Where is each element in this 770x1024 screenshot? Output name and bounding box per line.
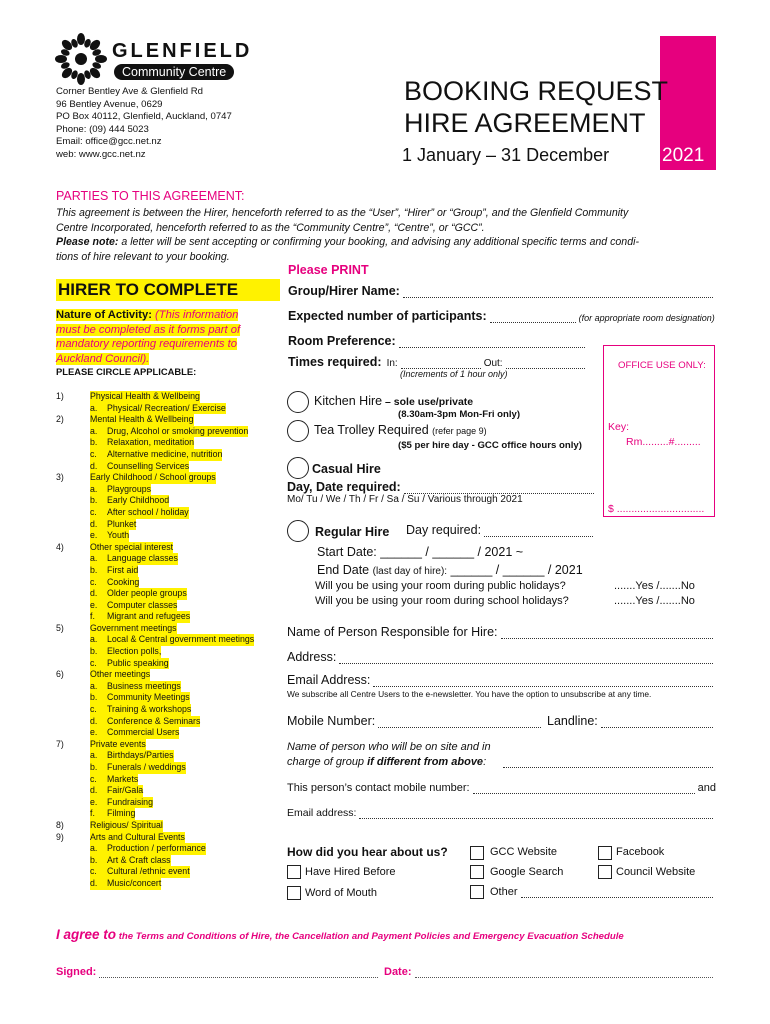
date-label: Date: [384, 966, 412, 978]
subcategory-label: Commercial Users [107, 727, 180, 738]
key-value: Rm.........#......... [626, 436, 701, 448]
office-use-box [603, 345, 715, 517]
trolley-note: (refer page 9) [432, 426, 487, 436]
category-number: 5) [56, 622, 64, 633]
category-number: 6) [56, 669, 64, 680]
agree-lead: I agree to [56, 927, 117, 942]
category-name: Private events [90, 738, 146, 749]
participants-note: (for appropriate room designation) [578, 313, 715, 323]
subcategory-item [90, 704, 191, 716]
web-link[interactable]: web: www.gcc.net.nz [56, 148, 146, 160]
subcategory-item [90, 600, 177, 612]
kitchen-hire-radio[interactable] [287, 391, 309, 413]
subcategory-label: Computer classes [107, 599, 178, 610]
note-text: a letter will be sent accepting or confirming your booking, and advising any additional specific terms and condi- [118, 236, 639, 249]
facebook-label: Facebook [616, 846, 665, 858]
subcategory-letter: d. [90, 715, 98, 726]
subcategory-letter: c. [90, 448, 97, 459]
subcategory-label: Art & Craft class [107, 854, 171, 865]
subcategory-label: Early Childhood [107, 495, 170, 506]
onsite-line-1: Name of person who will be on site and in [287, 741, 491, 753]
subcategory-label: Alternative medicine, nutrition [107, 448, 223, 459]
activity-subcategory[interactable] [56, 785, 280, 797]
subcategory-letter: a. [90, 680, 98, 691]
category-number: 9) [56, 831, 64, 842]
and-label: and [697, 782, 716, 794]
tea-trolley-radio[interactable] [287, 420, 309, 442]
category-name: Early Childhood / School groups [90, 472, 216, 483]
subcategory-item [90, 808, 135, 820]
subcategory-label: First aid [107, 564, 139, 575]
subcategory-item [90, 484, 151, 496]
activity-subcategory[interactable] [56, 611, 280, 623]
subcategory-item [90, 646, 161, 658]
please-print: Please PRINT [288, 263, 369, 277]
subcategory-letter: c. [90, 866, 97, 877]
signed-field[interactable] [56, 966, 381, 978]
category-number: 1) [56, 391, 64, 401]
onsite-line-2: charge of group [287, 756, 365, 768]
gcc-website-checkbox[interactable] [470, 846, 484, 860]
activity-subcategory[interactable] [56, 577, 280, 589]
category-name: Government meetings [90, 622, 177, 633]
signed-label: Signed: [56, 966, 97, 978]
day-date-field[interactable] [287, 480, 597, 494]
subcategory-label: Training & workshops [107, 704, 192, 715]
subcategory-item [90, 716, 200, 728]
subcategory-letter: e. [90, 599, 98, 610]
hirer-heading: HIRER TO COMPLETE [56, 279, 280, 301]
subcategory-item [90, 426, 248, 438]
logo-sunburst-icon [52, 30, 110, 88]
note-label: Please note: [56, 236, 119, 249]
subcategory-item [90, 437, 194, 449]
activity-category[interactable] [56, 623, 280, 635]
subcategory-label: Language classes [107, 553, 178, 564]
activity-subcategory[interactable] [56, 855, 280, 867]
subcategory-letter: e. [90, 796, 98, 807]
subcategory-item [90, 843, 206, 855]
subcategory-letter: b. [90, 646, 98, 657]
subcategory-letter: b. [90, 692, 98, 703]
subcategory-label: Community Meetings [107, 692, 190, 703]
subcategory-label: Older people groups [107, 588, 187, 599]
increments-note: (Increments of 1 hour only) [400, 369, 508, 379]
subcategory-label: Production / performance [107, 843, 206, 854]
responsible-field[interactable] [287, 625, 716, 639]
subcategory-item [90, 611, 190, 623]
title-line-1: BOOKING REQUEST [404, 76, 669, 106]
activity-subcategory[interactable] [56, 426, 280, 438]
subcategory-letter: c. [90, 657, 97, 668]
in-label: In: [386, 358, 398, 369]
subcategory-label: Public speaking [107, 657, 169, 668]
activity-subcategory[interactable] [56, 692, 280, 704]
subcategory-item [90, 634, 254, 646]
day-required-field[interactable] [406, 523, 596, 537]
note-text-2: tions of hire relevant to your booking. [56, 250, 230, 263]
activity-category[interactable] [56, 472, 280, 484]
logo [52, 30, 252, 88]
regular-hire-radio[interactable] [287, 520, 309, 542]
mobile-label: Mobile Number: [287, 714, 376, 728]
subcategory-item [90, 553, 178, 565]
hired-before-label: Have Hired Before [305, 866, 396, 878]
subcategory-label: Filming [107, 808, 136, 819]
subcategory-item [90, 750, 174, 762]
address-field[interactable] [287, 650, 716, 664]
subcategory-item [90, 403, 226, 415]
trolley-label: Tea Trolley Required [314, 423, 429, 437]
subcategory-item [90, 727, 179, 739]
category-name: Other special interest [90, 541, 174, 552]
subcategory-letter: d. [90, 460, 98, 471]
activity-category[interactable] [56, 414, 280, 426]
activity-subcategory[interactable] [56, 808, 280, 820]
logo-tagline: Community Centre [114, 64, 234, 80]
subcategory-item [90, 577, 139, 589]
agree-rest: the Terms and Conditions of Hire, the Cancellation and Payment Policies and Emergency Evacuation Schedule [116, 931, 624, 942]
subcategory-label: Funerals / weddings [107, 762, 186, 772]
subcategory-label: Fundraising [107, 796, 153, 807]
subscribe-note: We subscribe all Centre Users to the e-newsletter. You have the option to unsubscribe at any time. [287, 689, 652, 699]
subcategory-label: Physical/ Recreation/ Exercise [107, 402, 226, 413]
address-block [56, 86, 232, 162]
gcc-website-label: GCC Website [490, 846, 558, 858]
onsite-colon: : [483, 756, 487, 768]
address-label: Address: [287, 650, 337, 664]
public-holidays-yes-no[interactable]: .......Yes /.......No [614, 580, 695, 592]
subcategory-letter: a. [90, 425, 98, 436]
email-link[interactable]: Email: office@gcc.net.nz [56, 136, 162, 148]
subcategory-item [90, 658, 169, 670]
logo-name: GLENFIELD [112, 40, 253, 62]
group-name-field[interactable] [288, 284, 716, 298]
subcategory-label: Migrant and refugees [107, 611, 191, 622]
subcategory-letter: d. [90, 877, 98, 888]
email-label: Email Address: [287, 673, 371, 687]
casual-hire-radio[interactable] [287, 457, 309, 479]
activity-note [56, 308, 280, 366]
activity-subcategory[interactable] [56, 565, 280, 577]
subcategory-label: After school / holiday [107, 506, 189, 517]
subcategory-letter: c. [90, 704, 97, 715]
subcategory-item [90, 519, 136, 531]
hired-before-checkbox[interactable] [287, 865, 301, 879]
subcategory-item [90, 762, 186, 774]
subcategory-item [90, 565, 138, 577]
subcategory-item [90, 774, 138, 786]
title-period: 1 January – 31 December [402, 145, 610, 165]
times-label: Times required: [288, 355, 382, 369]
subcategory-letter: f. [90, 808, 95, 819]
kitchen-hours: (8.30am-3pm Mon-Fri only) [398, 409, 521, 420]
subcategory-item [90, 692, 190, 704]
trolley-fee: ($5 per hire day - GCC office hours only) [398, 440, 582, 451]
subcategory-letter: a. [90, 750, 98, 761]
subcategory-label: Business meetings [107, 680, 181, 691]
onsite-bold: if different from above [367, 756, 484, 768]
subcategory-item [90, 495, 169, 507]
subcategory-label: Markets [107, 773, 139, 784]
email-field[interactable] [287, 673, 716, 687]
subcategory-label: Counselling Services [107, 460, 190, 471]
activity-subcategory[interactable] [56, 658, 280, 670]
casual-hire-label: Casual Hire [312, 462, 381, 476]
times-field[interactable] [288, 355, 588, 369]
subcategory-letter: a. [90, 843, 98, 854]
activity-label: Nature of Activity: [56, 309, 152, 321]
activity-subcategory[interactable] [56, 646, 280, 658]
contact-mobile-label: This person’s contact mobile number: [287, 782, 470, 794]
day-date-label: Day, Date required: [287, 480, 401, 494]
dollar-value: $ .............................. [608, 503, 705, 515]
activity-subcategory[interactable] [56, 681, 280, 693]
subcategory-label: Youth [107, 530, 130, 541]
activity-subcategory[interactable] [56, 634, 280, 646]
onsite-person-label [287, 740, 491, 770]
start-date-field[interactable]: Start Date: ______ / ______ / 2021 ~ [317, 545, 524, 559]
title-year: 2021 [662, 145, 705, 166]
subcategory-item [90, 855, 171, 867]
title-line-2: HIRE AGREEMENT [404, 108, 646, 138]
participants-label: Expected number of participants: [288, 309, 487, 323]
activity-subcategory[interactable] [56, 750, 280, 762]
kitchen-hire [314, 394, 473, 408]
landline-field[interactable] [547, 714, 716, 728]
hear-question: How did you hear about us? [287, 845, 448, 859]
onsite-name-field[interactable] [500, 758, 716, 768]
subcategory-letter: e. [90, 727, 98, 738]
participants-field[interactable] [288, 309, 716, 323]
activity-category[interactable] [56, 542, 280, 554]
google-search-checkbox[interactable] [470, 865, 484, 879]
category-number: 2) [56, 414, 64, 425]
address-line: 96 Bentley Avenue, 0629 [56, 98, 163, 110]
office-use-label: OFFICE USE ONLY: [618, 360, 706, 371]
subcategory-letter: d. [90, 588, 98, 599]
landline-label: Landline: [547, 714, 598, 728]
public-holidays-question: Will you be using your room during public holidays? [315, 580, 566, 592]
subcategory-letter: b. [90, 762, 98, 772]
subcategory-letter: a. [90, 634, 98, 645]
other-label: Other [490, 886, 518, 898]
activity-category[interactable] [56, 832, 280, 844]
responsible-label: Name of Person Responsible for Hire: [287, 625, 498, 639]
activity-note-2: must be completed as it forms part of [56, 323, 241, 336]
category-name: Other meetings [90, 669, 151, 680]
subcategory-letter: b. [90, 854, 98, 865]
category-name: Religious/ Spiritual [90, 819, 163, 830]
subcategory-letter: e. [90, 530, 98, 541]
subcategory-letter: a. [90, 483, 98, 494]
subcategory-label: Conference & Seminars [107, 715, 201, 726]
activity-subcategory[interactable] [56, 843, 280, 855]
end-date-field[interactable] [317, 563, 583, 577]
activity-subcategory[interactable] [56, 484, 280, 496]
room-pref-field[interactable] [288, 334, 588, 348]
council-website-checkbox[interactable] [598, 865, 612, 879]
subcategory-item [90, 797, 153, 809]
subcategory-letter: d. [90, 785, 98, 796]
subcategory-item [90, 866, 190, 878]
subcategory-letter: a. [90, 402, 98, 413]
subcategory-label: Music/concert [107, 877, 162, 888]
activity-note-3: mandatory reporting requirements to [56, 338, 237, 351]
parties-heading: PARTIES TO THIS AGREEMENT: [56, 189, 245, 203]
parties-line: This agreement is between the Hirer, henceforth referred to as the “User”, “Hirer” or “Group”, and the Glenfield Community [56, 207, 629, 219]
subcategory-item [90, 588, 187, 600]
kitchen-label: Kitchen Hire [314, 394, 383, 408]
school-holidays-yes-no[interactable]: .......Yes /.......No [614, 595, 695, 607]
activity-category[interactable] [56, 820, 280, 832]
subcategory-label: Plunket [107, 518, 137, 529]
subcategory-item [90, 461, 189, 473]
activity-subcategory[interactable] [56, 866, 280, 878]
subcategory-label: Relaxation, meditation [107, 437, 195, 448]
days-of-week[interactable]: Mo/ Tu / We / Th / Fr / Sa / Su / Various through 2021 [287, 494, 523, 505]
category-number: 4) [56, 541, 64, 552]
subcategory-item [90, 681, 181, 693]
activity-subcategory[interactable] [56, 600, 280, 612]
school-holidays-question: Will you be using your room during school holidays? [315, 595, 569, 607]
word-of-mouth-checkbox[interactable] [287, 886, 301, 900]
subcategory-letter: a. [90, 553, 98, 564]
subcategory-label: Cooking [107, 576, 140, 587]
council-website-label: Council Website [616, 866, 696, 878]
activity-subcategory[interactable] [56, 507, 280, 519]
subcategory-label: Playgroups [107, 483, 152, 494]
regular-hire-label: Regular Hire [315, 525, 390, 539]
subcategory-item [90, 785, 143, 797]
activity-subcategory[interactable] [56, 878, 280, 890]
category-number: 3) [56, 472, 64, 483]
activity-subcategory[interactable] [56, 553, 280, 565]
date-field[interactable] [384, 966, 716, 978]
activity-note-4: Auckland Council). [56, 352, 150, 365]
activity-subcategory[interactable] [56, 762, 280, 774]
activity-subcategory[interactable] [56, 403, 280, 415]
activity-subcategory[interactable] [56, 704, 280, 716]
activity-subcategory[interactable] [56, 530, 280, 542]
activity-subcategory[interactable] [56, 495, 280, 507]
mobile-field[interactable] [287, 714, 544, 728]
activity-category[interactable] [56, 669, 280, 681]
subcategory-letter: d. [90, 518, 98, 529]
activity-subcategory[interactable] [56, 588, 280, 600]
email2-field[interactable] [287, 807, 716, 819]
subcategory-letter: b. [90, 495, 98, 506]
activity-note-1: (This information [151, 309, 239, 321]
address-line: PO Box 40112, Glenfield, Auckland, 0747 [56, 111, 232, 123]
other-checkbox[interactable] [470, 885, 484, 899]
facebook-checkbox[interactable] [598, 846, 612, 860]
subcategory-label: Cultural /ethnic event [107, 866, 190, 877]
contact-mobile-field[interactable] [287, 782, 716, 794]
agreement-statement [56, 926, 624, 944]
activity-category[interactable] [56, 391, 280, 403]
activity-subcategory[interactable] [56, 461, 280, 473]
activity-subcategory[interactable] [56, 774, 280, 786]
circle-applicable: PLEASE CIRCLE APPLICABLE: [56, 366, 197, 377]
category-number: 8) [56, 819, 64, 830]
parties-line: Centre Incorporated, henceforth referred to as the “Community Centre”, “Centre”, or “GCC”. [56, 221, 485, 234]
activity-subcategory[interactable] [56, 519, 280, 531]
end-date-label: End Date [317, 563, 370, 577]
subcategory-label: Local & Central government meetings [107, 634, 255, 645]
address-line: Corner Bentley Ave & Glenfield Rd [56, 86, 204, 97]
group-name-label: Group/Hirer Name: [288, 284, 400, 298]
activity-subcategory[interactable] [56, 449, 280, 461]
phone: Phone: (09) 444 5023 [56, 123, 149, 135]
word-of-mouth-label: Word of Mouth [305, 887, 377, 899]
activity-list [56, 391, 280, 890]
subcategory-letter: f. [90, 611, 95, 622]
key-label: Key: [608, 421, 630, 433]
activity-subcategory[interactable] [56, 716, 280, 728]
subcategory-item [90, 530, 129, 542]
end-date-note: (last day of hire): [372, 566, 448, 577]
subcategory-letter: b. [90, 437, 98, 448]
subcategory-letter: b. [90, 564, 98, 575]
kitchen-sole: – sole use/private [382, 396, 474, 408]
subcategory-item [90, 878, 161, 890]
parties-text [56, 206, 716, 264]
subcategory-letter: c. [90, 773, 97, 784]
tea-trolley [314, 423, 487, 437]
subcategory-item [90, 449, 222, 461]
category-name: Physical Health & Wellbeing [90, 391, 200, 401]
activity-subcategory[interactable] [56, 727, 280, 739]
subcategory-label: Drug, Alcohol or smoking prevention [107, 425, 249, 436]
day-required-label: Day required: [406, 523, 482, 537]
subcategory-label: Fair/Gala [107, 785, 144, 796]
activity-subcategory[interactable] [56, 437, 280, 449]
subcategory-label: Birthdays/Parties [107, 750, 174, 761]
category-name: Mental Health & Wellbeing [90, 414, 194, 425]
email2-label: Email address: [287, 807, 357, 819]
subcategory-label: Election polls, [107, 646, 162, 657]
activity-subcategory[interactable] [56, 797, 280, 809]
out-label: Out: [483, 358, 503, 369]
subcategory-item [90, 507, 189, 519]
other-field[interactable] [490, 886, 716, 898]
activity-category[interactable] [56, 739, 280, 751]
end-date-fill: ______ / ______ / 2021 [450, 563, 583, 577]
subcategory-letter: c. [90, 506, 97, 517]
category-number: 7) [56, 738, 64, 749]
category-name: Arts and Cultural Events [90, 831, 185, 842]
subcategory-letter: c. [90, 576, 97, 587]
google-search-label: Google Search [490, 866, 564, 878]
room-pref-label: Room Preference: [288, 334, 396, 348]
